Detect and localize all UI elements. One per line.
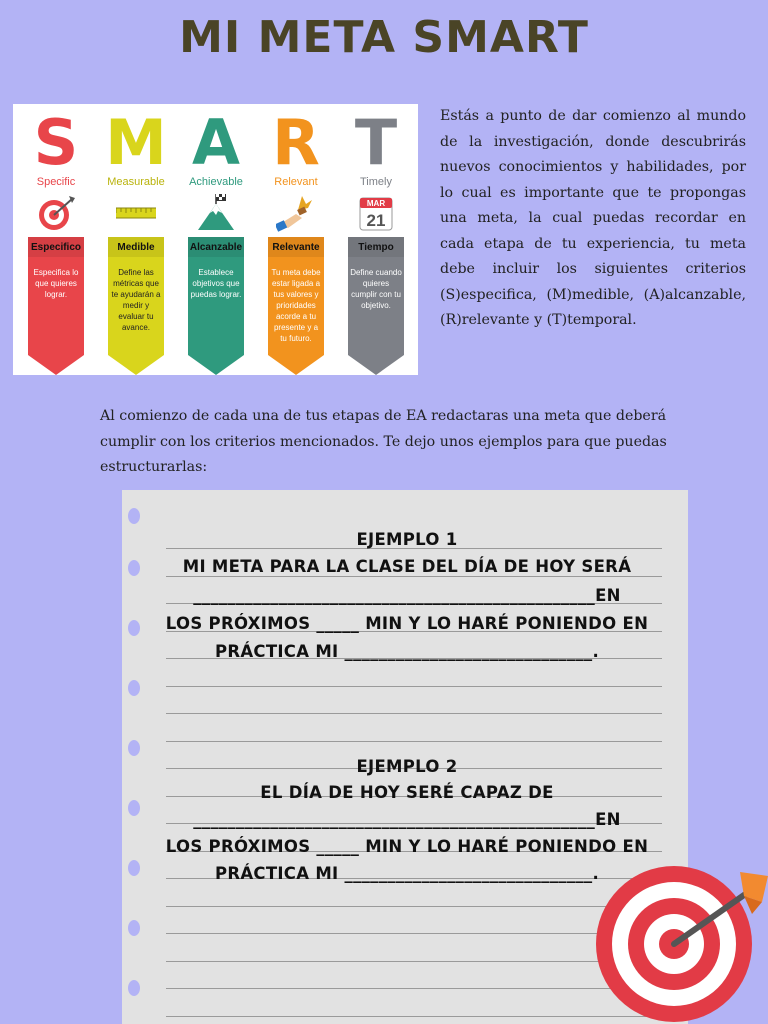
ruler-icon [116,194,156,232]
smart-column-m [98,104,174,375]
paper-rule-line [166,741,662,742]
smart-english-label: Timely [360,176,392,188]
smart-banner-text: Tu meta debe estar ligada a tus valores y prioridades acorde a tu presente y a tu futuro. [271,268,321,343]
smart-banner [188,237,244,375]
paper-hole [128,560,140,576]
smart-column-r [258,104,334,375]
trophy-hand-icon [276,194,316,232]
smart-column-s [18,104,94,375]
smart-english-label: Measurable [107,176,165,188]
example2-title: EJEMPLO 2 [356,757,458,776]
target-icon [36,194,76,232]
smart-banner-text: Establece objetivos que puedas lograr. [190,268,242,299]
calendar-icon [356,194,396,232]
smart-letter: T [354,106,398,179]
svg-text:21: 21 [366,211,386,230]
example1-line3: LOS PRÓXIMOS _____ MIN Y LO HARÉ PONIENDO EN [165,614,649,633]
smart-column-t [338,104,414,375]
example2-line2: _______________________________________________EN [193,810,621,829]
example1-line2: _______________________________________________EN [193,586,621,605]
paper-rule-line [166,961,662,962]
smart-letter: S [33,106,79,179]
paper-rule-line [166,576,662,577]
smart-english-label: Specific [36,176,76,188]
paper-hole [128,740,140,756]
paper-hole [128,508,140,524]
smart-banner-text: Especifica lo que quieres lograr. [33,268,79,299]
svg-text:MAR: MAR [366,199,386,208]
page-title: MI META SMART [179,12,589,63]
paper-rule-line [166,988,662,989]
paper-rule-line [166,906,662,907]
smart-banner [348,237,404,375]
paper-hole [128,860,140,876]
paper-hole [128,920,140,936]
example1-line4: PRÁCTICA MI _____________________________. [214,642,600,661]
paper-rule-line [166,1016,662,1017]
smart-english-label: Relevant [274,176,318,188]
target-arrow-icon [594,862,768,1024]
example2-line1: EL DÍA DE HOY SERÉ CAPAZ DE [260,783,554,802]
paper-hole [128,980,140,996]
paper-rule-line [166,933,662,934]
smart-infographic [13,104,418,375]
smart-banner-heading: Medible [117,242,155,253]
smart-letter: R [272,106,320,179]
smart-banner [108,237,164,375]
smart-banner-heading: Tiempo [358,242,394,253]
smart-banner [28,237,84,375]
smart-banner-heading: Relevante [272,242,320,253]
smart-letter: M [105,106,167,179]
paper-hole [128,800,140,816]
paper-rule-line [166,686,662,687]
smart-english-label: Achievable [189,176,243,188]
paper-rule-line [166,713,662,714]
smart-letter: A [192,106,240,179]
example2-line3: LOS PRÓXIMOS _____ MIN Y LO HARÉ PONIENDO EN [165,837,649,856]
smart-banner-heading: Alcanzable [189,242,243,253]
smart-banner-heading: Especifico [30,242,82,253]
smart-banner-text: Define cuando quieres cumplir con tu objetivo. [350,268,402,310]
example1-title: EJEMPLO 1 [356,530,458,549]
smart-column-a [178,104,254,375]
smart-banner-text: Define las métricas que te ayudarán a medir y evaluar tu avance. [111,268,161,332]
smart-banner [268,237,324,375]
example1-line1: MI META PARA LA CLASE DEL DÍA DE HOY SERÁ [182,557,632,576]
intro-paragraph: Estás a punto de dar comienzo al mundo de la investigación, donde descubrirás nuevos conocimientos y habilidades, por lo cual es importante que te propongas una meta, la cual puedas recordar en cada etapa de tu experiencia, tu meta debe incluir los siguientes criterios (S)especifica, (M)medible, (A)alcanzable, (R)relevante y (T)temporal. [440,108,746,328]
lead-paragraph: Al comienzo de cada una de tus etapas de EA redactaras una meta que deberá cumplir con los criterios mencionados. Te dejo unos ejemplos para que puedas estructurarlas: [100,408,667,475]
paper-hole [128,620,140,636]
example2-line4: PRÁCTICA MI _____________________________. [214,864,600,883]
mountain-flag-icon [196,194,236,232]
paper-hole [128,680,140,696]
